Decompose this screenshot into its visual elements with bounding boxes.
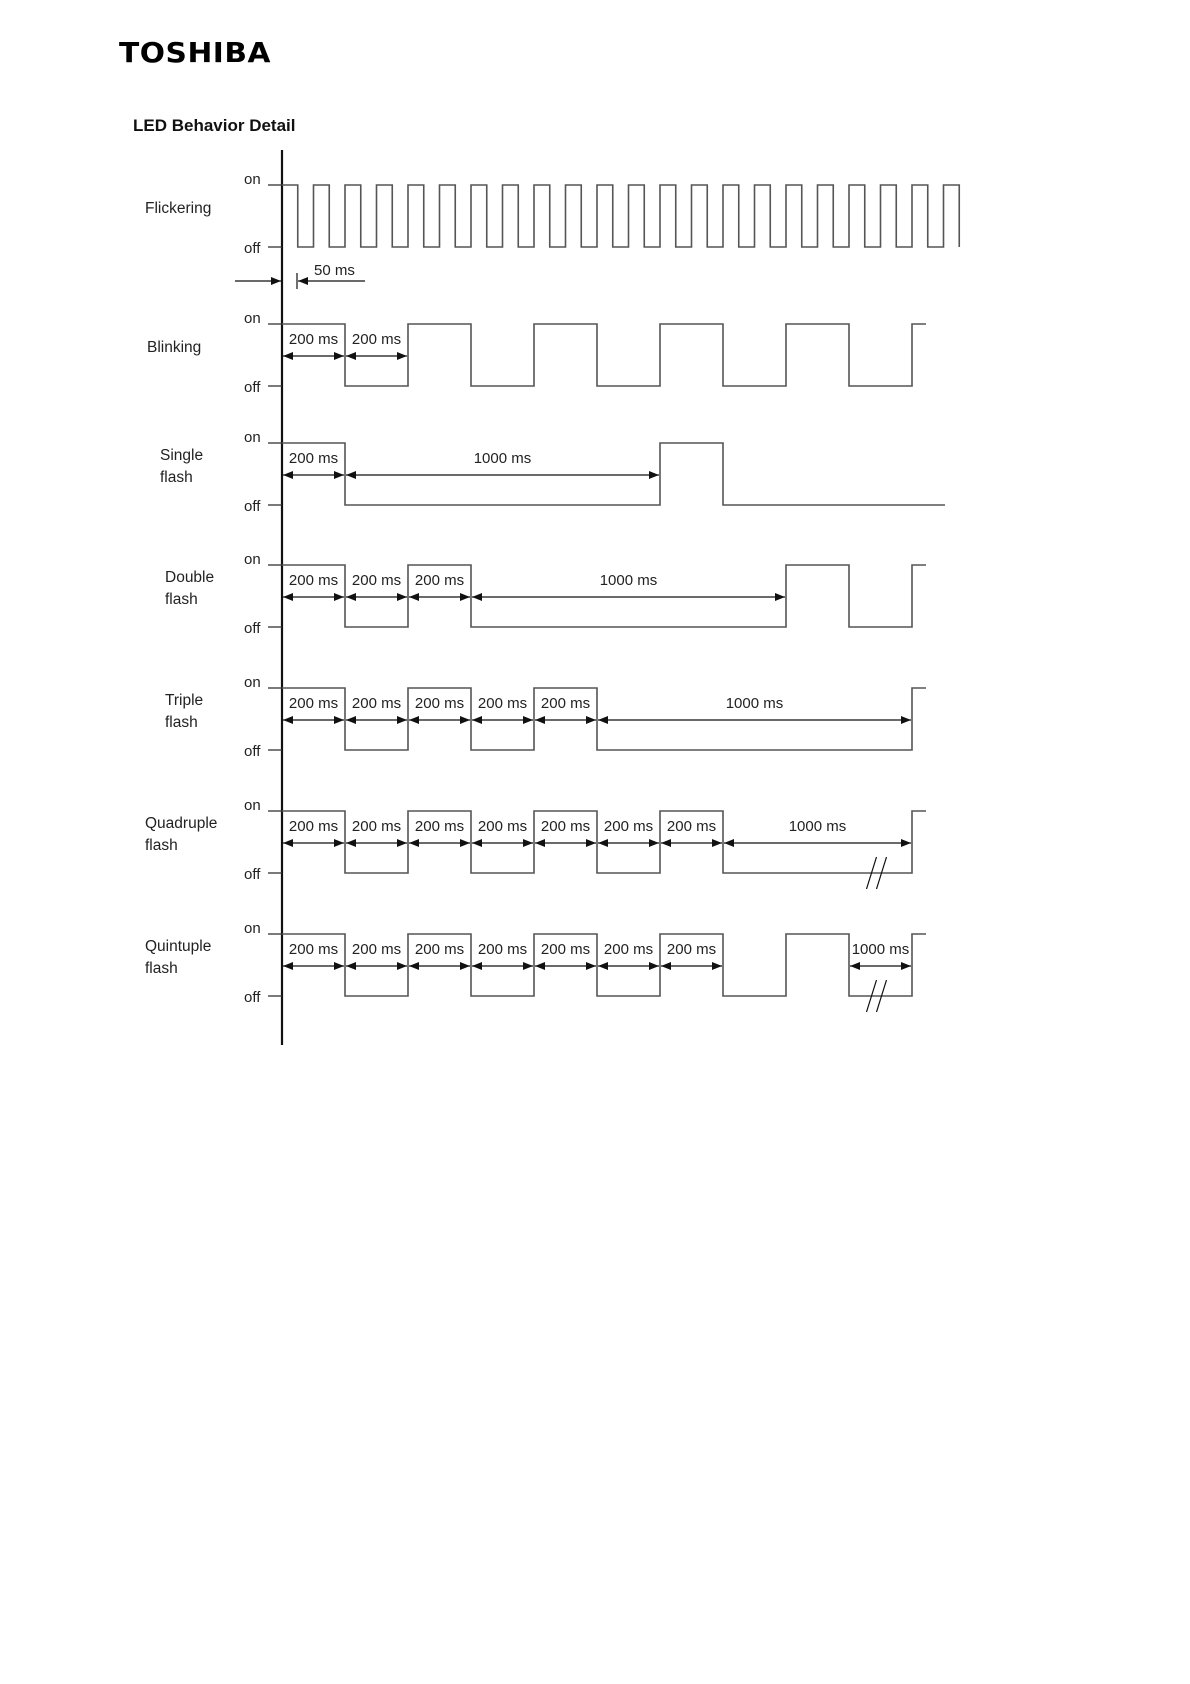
arrowhead	[472, 962, 482, 970]
row-label: flash	[160, 469, 193, 486]
row-label: Quintuple	[145, 938, 212, 955]
dimension-label: 200 ms	[540, 818, 591, 835]
dimension-label: 200 ms	[477, 941, 528, 958]
off-label: off	[244, 240, 261, 257]
arrowhead	[649, 839, 659, 847]
dimension-label: 200 ms	[477, 818, 528, 835]
arrowhead	[346, 716, 356, 724]
arrowhead	[661, 839, 671, 847]
arrowhead	[460, 839, 470, 847]
arrowhead	[901, 839, 911, 847]
arrowhead	[901, 962, 911, 970]
dimension-label: 200 ms	[288, 331, 339, 348]
off-label: off	[244, 989, 261, 1006]
dimension-label: 200 ms	[540, 695, 591, 712]
waveform	[282, 185, 959, 247]
arrowhead	[397, 962, 407, 970]
arrowhead	[283, 839, 293, 847]
dimension-label: 50 ms	[314, 262, 355, 279]
dimension-label: 1000 ms	[851, 941, 910, 958]
signal-row-single-flash	[160, 429, 945, 515]
dimension-label: 1000 ms	[788, 818, 847, 835]
arrowhead	[850, 962, 860, 970]
row-label: Single	[160, 447, 204, 464]
row-label: Double	[165, 569, 215, 586]
off-label: off	[244, 620, 261, 637]
arrowhead	[283, 716, 293, 724]
dimension-label: 200 ms	[288, 818, 339, 835]
dimension-label: 1000 ms	[473, 450, 532, 467]
arrowhead	[472, 593, 482, 601]
arrowhead	[334, 962, 344, 970]
on-label: on	[244, 310, 261, 327]
dimension-label: 200 ms	[666, 941, 717, 958]
dimension-label: 200 ms	[540, 941, 591, 958]
on-label: on	[244, 171, 261, 188]
dimension-label: 200 ms	[351, 941, 402, 958]
off-label: off	[244, 866, 261, 883]
on-label: on	[244, 674, 261, 691]
signal-row-double-flash	[165, 551, 926, 637]
dimension-label: 200 ms	[351, 818, 402, 835]
on-label: on	[244, 551, 261, 568]
arrowhead	[649, 962, 659, 970]
dimension-label: 200 ms	[351, 331, 402, 348]
row-label: flash	[145, 837, 178, 854]
off-label: off	[244, 379, 261, 396]
arrowhead	[535, 716, 545, 724]
arrowhead	[586, 839, 596, 847]
row-label: flash	[165, 714, 198, 731]
arrowhead	[901, 716, 911, 724]
arrowhead	[712, 962, 722, 970]
arrowhead	[775, 593, 785, 601]
row-label: Triple	[165, 692, 204, 709]
arrowhead	[523, 839, 533, 847]
row-label: Flickering	[145, 200, 212, 217]
toshiba-logo: TOSHIBA	[119, 36, 272, 69]
signal-row-flickering	[145, 171, 959, 289]
waveform	[282, 443, 945, 505]
signal-row-blinking	[147, 310, 926, 396]
dimension-label: 200 ms	[603, 818, 654, 835]
arrowhead	[598, 962, 608, 970]
dimension-label: 200 ms	[603, 941, 654, 958]
on-label: on	[244, 797, 261, 814]
dimension-label: 200 ms	[477, 695, 528, 712]
arrowhead	[271, 277, 281, 285]
dimension-label: 200 ms	[414, 941, 465, 958]
arrowhead	[409, 962, 419, 970]
row-label: flash	[145, 960, 178, 977]
arrowhead	[283, 962, 293, 970]
dimension-label: 200 ms	[288, 450, 339, 467]
arrowhead	[346, 839, 356, 847]
arrowhead	[283, 352, 293, 360]
arrowhead	[334, 593, 344, 601]
dimension-label: 200 ms	[351, 572, 402, 589]
dimension-label: 1000 ms	[725, 695, 784, 712]
section-title: LED Behavior Detail	[133, 116, 296, 135]
arrowhead	[460, 593, 470, 601]
arrowhead	[472, 716, 482, 724]
dimension-label: 200 ms	[414, 818, 465, 835]
dimension-label: 1000 ms	[599, 572, 658, 589]
dimension-label: 200 ms	[288, 695, 339, 712]
signal-row-triple-flash	[165, 674, 926, 760]
arrowhead	[346, 471, 356, 479]
off-label: off	[244, 498, 261, 515]
row-label: Quadruple	[145, 815, 218, 832]
arrowhead	[397, 716, 407, 724]
arrowhead	[535, 839, 545, 847]
dimension-label: 200 ms	[351, 695, 402, 712]
arrowhead	[346, 593, 356, 601]
arrowhead	[283, 471, 293, 479]
dimension-label: 200 ms	[414, 695, 465, 712]
arrowhead	[334, 839, 344, 847]
arrowhead	[649, 471, 659, 479]
arrowhead	[523, 716, 533, 724]
row-label: flash	[165, 591, 198, 608]
arrowhead	[661, 962, 671, 970]
arrowhead	[334, 352, 344, 360]
arrowhead	[598, 716, 608, 724]
signal-row-quintuple-flash	[145, 920, 926, 1012]
arrowhead	[586, 962, 596, 970]
dimension-label: 200 ms	[414, 572, 465, 589]
arrowhead	[472, 839, 482, 847]
arrowhead	[283, 593, 293, 601]
arrowhead	[586, 716, 596, 724]
arrowhead	[712, 839, 722, 847]
arrowhead	[724, 839, 734, 847]
arrowhead	[334, 471, 344, 479]
arrowhead	[397, 839, 407, 847]
arrowhead	[334, 716, 344, 724]
arrowhead	[346, 352, 356, 360]
arrowhead	[346, 962, 356, 970]
arrowhead	[397, 352, 407, 360]
row-label: Blinking	[147, 339, 202, 356]
arrowhead	[598, 839, 608, 847]
arrowhead	[409, 839, 419, 847]
dimension-label: 200 ms	[666, 818, 717, 835]
arrowhead	[409, 593, 419, 601]
arrowhead	[535, 962, 545, 970]
arrowhead	[397, 593, 407, 601]
signal-row-quadruple-flash	[145, 797, 926, 889]
arrowhead	[460, 716, 470, 724]
arrowhead	[460, 962, 470, 970]
arrowhead	[409, 716, 419, 724]
off-label: off	[244, 743, 261, 760]
arrowhead	[523, 962, 533, 970]
dimension-label: 200 ms	[288, 572, 339, 589]
on-label: on	[244, 429, 261, 446]
dimension-label: 200 ms	[288, 941, 339, 958]
on-label: on	[244, 920, 261, 937]
